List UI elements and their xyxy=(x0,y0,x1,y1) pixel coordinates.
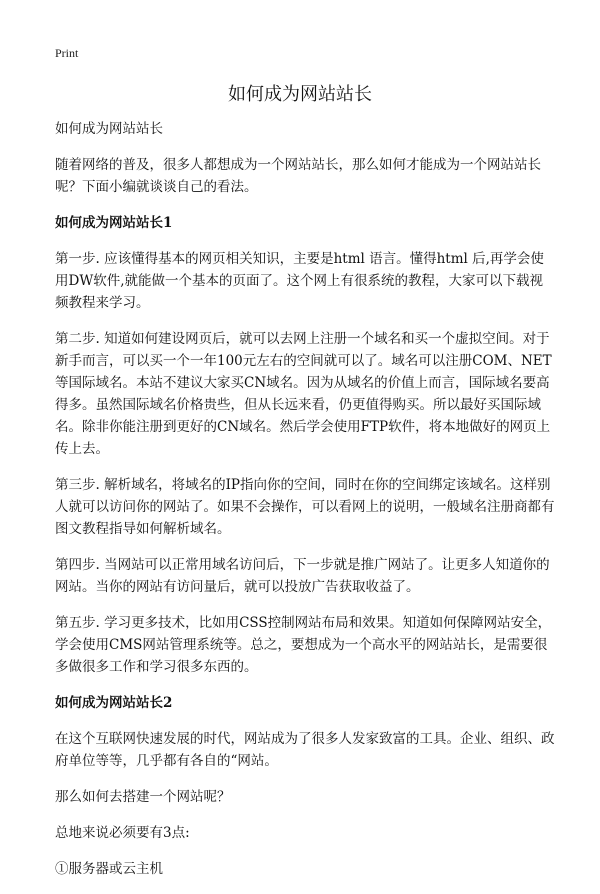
intro-paragraph: 随着网络的普及，很多人都想成为一个网站站长，那么如何才能成为一个网站站长呢？下面小编就谈谈自己的看法。 xyxy=(55,157,541,195)
print-label: Print xyxy=(55,46,79,60)
article-subtitle: 如何成为网站站长 xyxy=(55,121,163,137)
section-heading-1: 如何成为网站站长1 xyxy=(55,215,173,231)
summary-paragraph: 总地来说必须要有3点: xyxy=(55,825,190,841)
question-paragraph: 那么如何去搭建一个网站呢？ xyxy=(55,789,231,805)
article-body xyxy=(55,118,555,894)
step-5-paragraph: 第五步. 学习更多技术，比如用CSS控制网站布局和效果。知道如何保障网站安全，学会使用CMS网站管理系统等。总之，要想成为一个高水平的网站站长，是需要很多做很多工作和学习很多东西的。 xyxy=(55,615,552,675)
step-1-paragraph: 第一步. 应该懂得基本的网页相关知识，主要是html 语言。懂得html 后,再学会使用DW软件,就能做一个基本的页面了。这个网上有很系统的教程，大家可以下载视频教程来学习。 xyxy=(55,251,544,311)
section-heading-2: 如何成为网站站长2 xyxy=(55,695,173,711)
point-1-item: ①服务器或云主机 xyxy=(55,861,163,877)
section-2-paragraph: 在这个互联网快速发展的时代，网站成为了很多人发家致富的工具。企业、组织、政府单位等等，几乎都有各自的“网站。 xyxy=(55,731,555,769)
step-3-paragraph: 第三步. 解析域名，将域名的IP指向你的空间，同时在你的空间绑定该域名。这样别人就可以访问你的网站了。如果不会操作，可以看网上的说明，一般域名注册商都有图文教程指导如何解析域名。 xyxy=(55,477,555,537)
page-title: 如何成为网站站长 xyxy=(228,84,372,105)
step-4-paragraph: 第四步. 当网站可以正常用域名访问后，下一步就是推广网站了。让更多人知道你的网站。当你的网站有访问量后，就可以投放广告获取收益了。 xyxy=(55,557,550,595)
step-2-paragraph: 第二步. 知道如何建设网页后，就可以去网上注册一个域名和买一个虚拟空间。对于新手而言，可以买一个一年100元左右的空间就可以了。域名可以注册COM、NET等国际域名。本站不建议大家买CN域名。因为从域名的价值上而言，国际域名要高得多。虽然国际域名价格贵些，但从长远来看，仍更值得购买。所以最好买国际域名。除非你能注册到更好的CN域名。然后学会使用FTP软件，将本地做好的网页上传上去。 xyxy=(55,331,552,457)
